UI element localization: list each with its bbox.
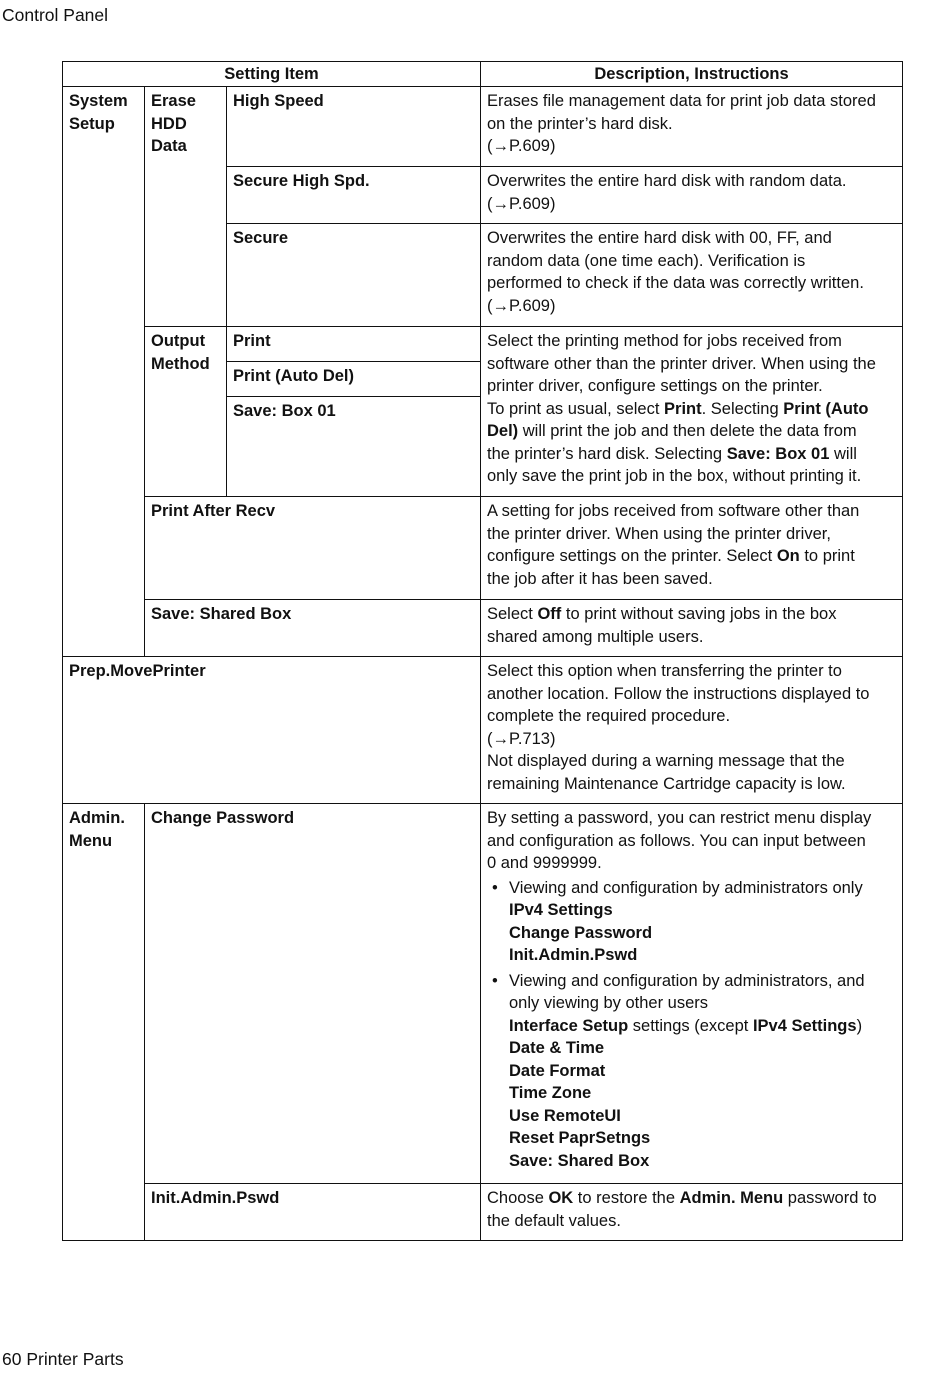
- table-row: [63, 87, 903, 167]
- desc-text: will: [829, 444, 857, 463]
- table-row: [63, 497, 903, 600]
- desc-keyword: On: [776, 547, 800, 565]
- output-method-label-l2: Method: [151, 354, 210, 373]
- save-shared-box-description: [481, 600, 903, 657]
- admin-menu-label-l2: Menu: [69, 831, 113, 850]
- menu-item-name: IPv4 Settings: [509, 901, 613, 919]
- bullet-text: Viewing and configuration by administrators only: [509, 878, 863, 897]
- desc-keyword: Save: Box 01: [726, 444, 830, 463]
- prep-move-printer-label: Prep.MovePrinter: [63, 657, 481, 804]
- system-setup-label-l2: Setup: [69, 114, 115, 133]
- col-description-header: Description, Instructions: [481, 62, 903, 87]
- desc-line: A setting for jobs received from software other than: [487, 502, 860, 520]
- desc-line: Select the printing method for jobs received from: [487, 332, 842, 350]
- save-box-option-label: Save: Box 01: [227, 397, 481, 497]
- desc-text: to print without saving jobs in the box: [561, 605, 837, 623]
- desc-line: remaining Maintenance Cartridge capacity is low.: [487, 774, 846, 793]
- menu-item-name: IPv4 Settings: [752, 1016, 857, 1035]
- table-row: [63, 327, 903, 362]
- output-method-cell: [145, 327, 227, 497]
- admin-menu-label-l1: Admin.: [69, 809, 125, 827]
- page-reference: (→P.609): [487, 296, 556, 315]
- list-item: [487, 970, 896, 1173]
- bullet-icon: •: [492, 878, 498, 897]
- desc-keyword: OK: [548, 1189, 574, 1207]
- secure-description: [481, 224, 903, 327]
- table-row: [63, 600, 903, 657]
- desc-line: the default values.: [487, 1211, 621, 1230]
- output-method-label-l1: Output: [151, 332, 206, 350]
- menu-item-name: Use RemoteUI: [509, 1106, 621, 1125]
- erase-hdd-label-l1: Erase: [151, 92, 196, 110]
- desc-text: . Selecting: [701, 399, 784, 418]
- desc-line: [487, 398, 896, 421]
- table-row: [63, 1184, 903, 1241]
- desc-line: software other than the printer driver. When using the: [487, 354, 876, 373]
- system-setup-label-l1: System: [69, 92, 128, 110]
- desc-line: the job after it has been saved.: [487, 569, 713, 588]
- desc-keyword: Print: [664, 399, 702, 418]
- desc-keyword: Print (Auto: [783, 399, 869, 418]
- erase-hdd-label-l2: HDD: [151, 114, 187, 133]
- desc-line: Overwrites the entire hard disk with random data.: [487, 172, 847, 190]
- high-speed-description: [481, 87, 903, 167]
- desc-text: configure settings on the printer. Select: [487, 547, 777, 565]
- init-admin-pswd-description: [481, 1184, 903, 1241]
- desc-line: [487, 1187, 896, 1210]
- menu-item-name: Reset PaprSetngs: [509, 1129, 651, 1147]
- admin-menu-cell: [63, 804, 145, 1241]
- menu-item-name: Save: Shared Box: [509, 1151, 650, 1170]
- desc-line: complete the required procedure.: [487, 707, 731, 725]
- desc-line: By setting a password, you can restrict menu display: [487, 809, 872, 827]
- page-reference: (→P.609): [487, 137, 556, 155]
- desc-line: and configuration as follows. You can input between: [487, 831, 866, 850]
- desc-text: Select: [487, 605, 538, 623]
- secure-high-spd-description: [481, 167, 903, 224]
- desc-line: random data (one time each). Verification is: [487, 251, 806, 270]
- desc-text: to restore the: [573, 1189, 680, 1207]
- print-option-label: Print: [227, 327, 481, 362]
- desc-line: performed to check if the data was correctly written.: [487, 274, 864, 292]
- desc-line: another location. Follow the instructions displayed to: [487, 684, 870, 703]
- col-setting-item-header: Setting Item: [63, 62, 481, 87]
- save-shared-box-label: Save: Shared Box: [145, 600, 481, 657]
- desc-line: [487, 545, 896, 568]
- page-header: Control Panel: [2, 5, 109, 25]
- erase-hdd-label-l3: Data: [151, 137, 187, 155]
- menu-item-name: Date & Time: [509, 1039, 605, 1057]
- desc-text: Choose: [487, 1189, 549, 1207]
- desc-line: Select this option when transferring the printer to: [487, 662, 842, 680]
- bullet-text: Viewing and configuration by administrators, and: [509, 971, 865, 990]
- desc-line: [487, 443, 896, 466]
- menu-item-name: Init.Admin.Pswd: [509, 946, 638, 964]
- menu-item-name: Date Format: [509, 1061, 606, 1080]
- desc-line: [487, 420, 896, 443]
- prep-move-printer-description: [481, 657, 903, 804]
- desc-keyword: Off: [537, 605, 562, 623]
- desc-text: the printer’s hard disk. Selecting: [487, 444, 727, 463]
- print-auto-del-option-label: Print (Auto Del): [227, 362, 481, 397]
- desc-line: 0 and 9999999.: [487, 854, 602, 872]
- desc-line: on the printer’s hard disk.: [487, 114, 673, 133]
- menu-item-name: Change Password: [509, 923, 653, 942]
- desc-text: to print: [799, 547, 855, 565]
- output-method-description: [481, 327, 903, 497]
- print-after-recv-description: [481, 497, 903, 600]
- desc-text: settings (except: [628, 1016, 753, 1035]
- table-row: [63, 657, 903, 804]
- list-item: [487, 877, 896, 967]
- print-after-recv-label: Print After Recv: [145, 497, 481, 600]
- bullet-text: only viewing by other users: [509, 994, 709, 1012]
- desc-text: will print the job and then delete the data from: [518, 422, 857, 440]
- desc-keyword: Del): [487, 422, 519, 440]
- secure-label: Secure: [227, 224, 481, 327]
- desc-line: shared among multiple users.: [487, 627, 704, 646]
- desc-line: Overwrites the entire hard disk with 00, FF, and: [487, 229, 832, 247]
- desc-line: [487, 603, 896, 626]
- page-reference: (→P.713): [487, 729, 556, 748]
- desc-text: password to: [783, 1189, 877, 1207]
- desc-line: printer driver, configure settings on the printer.: [487, 377, 823, 395]
- page-reference: (→P.609): [487, 194, 556, 213]
- erase-hdd-cell: [145, 87, 227, 327]
- table-header-row: [63, 62, 903, 87]
- desc-text: To print as usual, select: [487, 399, 665, 418]
- menu-item-name: Interface Setup: [509, 1016, 629, 1035]
- menu-item-line: [509, 1015, 896, 1038]
- high-speed-label: High Speed: [227, 87, 481, 167]
- menu-item-name: Time Zone: [509, 1084, 592, 1102]
- system-setup-cell: [63, 87, 145, 657]
- init-admin-pswd-label: Init.Admin.Pswd: [145, 1184, 481, 1241]
- desc-text: ): [856, 1016, 863, 1035]
- desc-line: only save the print job in the box, without printing it.: [487, 467, 862, 485]
- access-level-list: [487, 877, 896, 1173]
- secure-high-spd-label: Secure High Spd.: [227, 167, 481, 224]
- change-password-description: [481, 804, 903, 1184]
- bullet-icon: •: [492, 971, 498, 990]
- desc-keyword: Admin. Menu: [679, 1189, 784, 1207]
- settings-table: [62, 61, 903, 1241]
- table-row: [63, 804, 903, 1184]
- desc-line: the printer driver. When using the printer driver,: [487, 524, 831, 543]
- page-footer: 60 Printer Parts: [2, 1349, 124, 1369]
- desc-line: Not displayed during a warning message that the: [487, 752, 845, 770]
- change-password-label: Change Password: [145, 804, 481, 1184]
- desc-line: Erases file management data for print job data stored: [487, 92, 876, 110]
